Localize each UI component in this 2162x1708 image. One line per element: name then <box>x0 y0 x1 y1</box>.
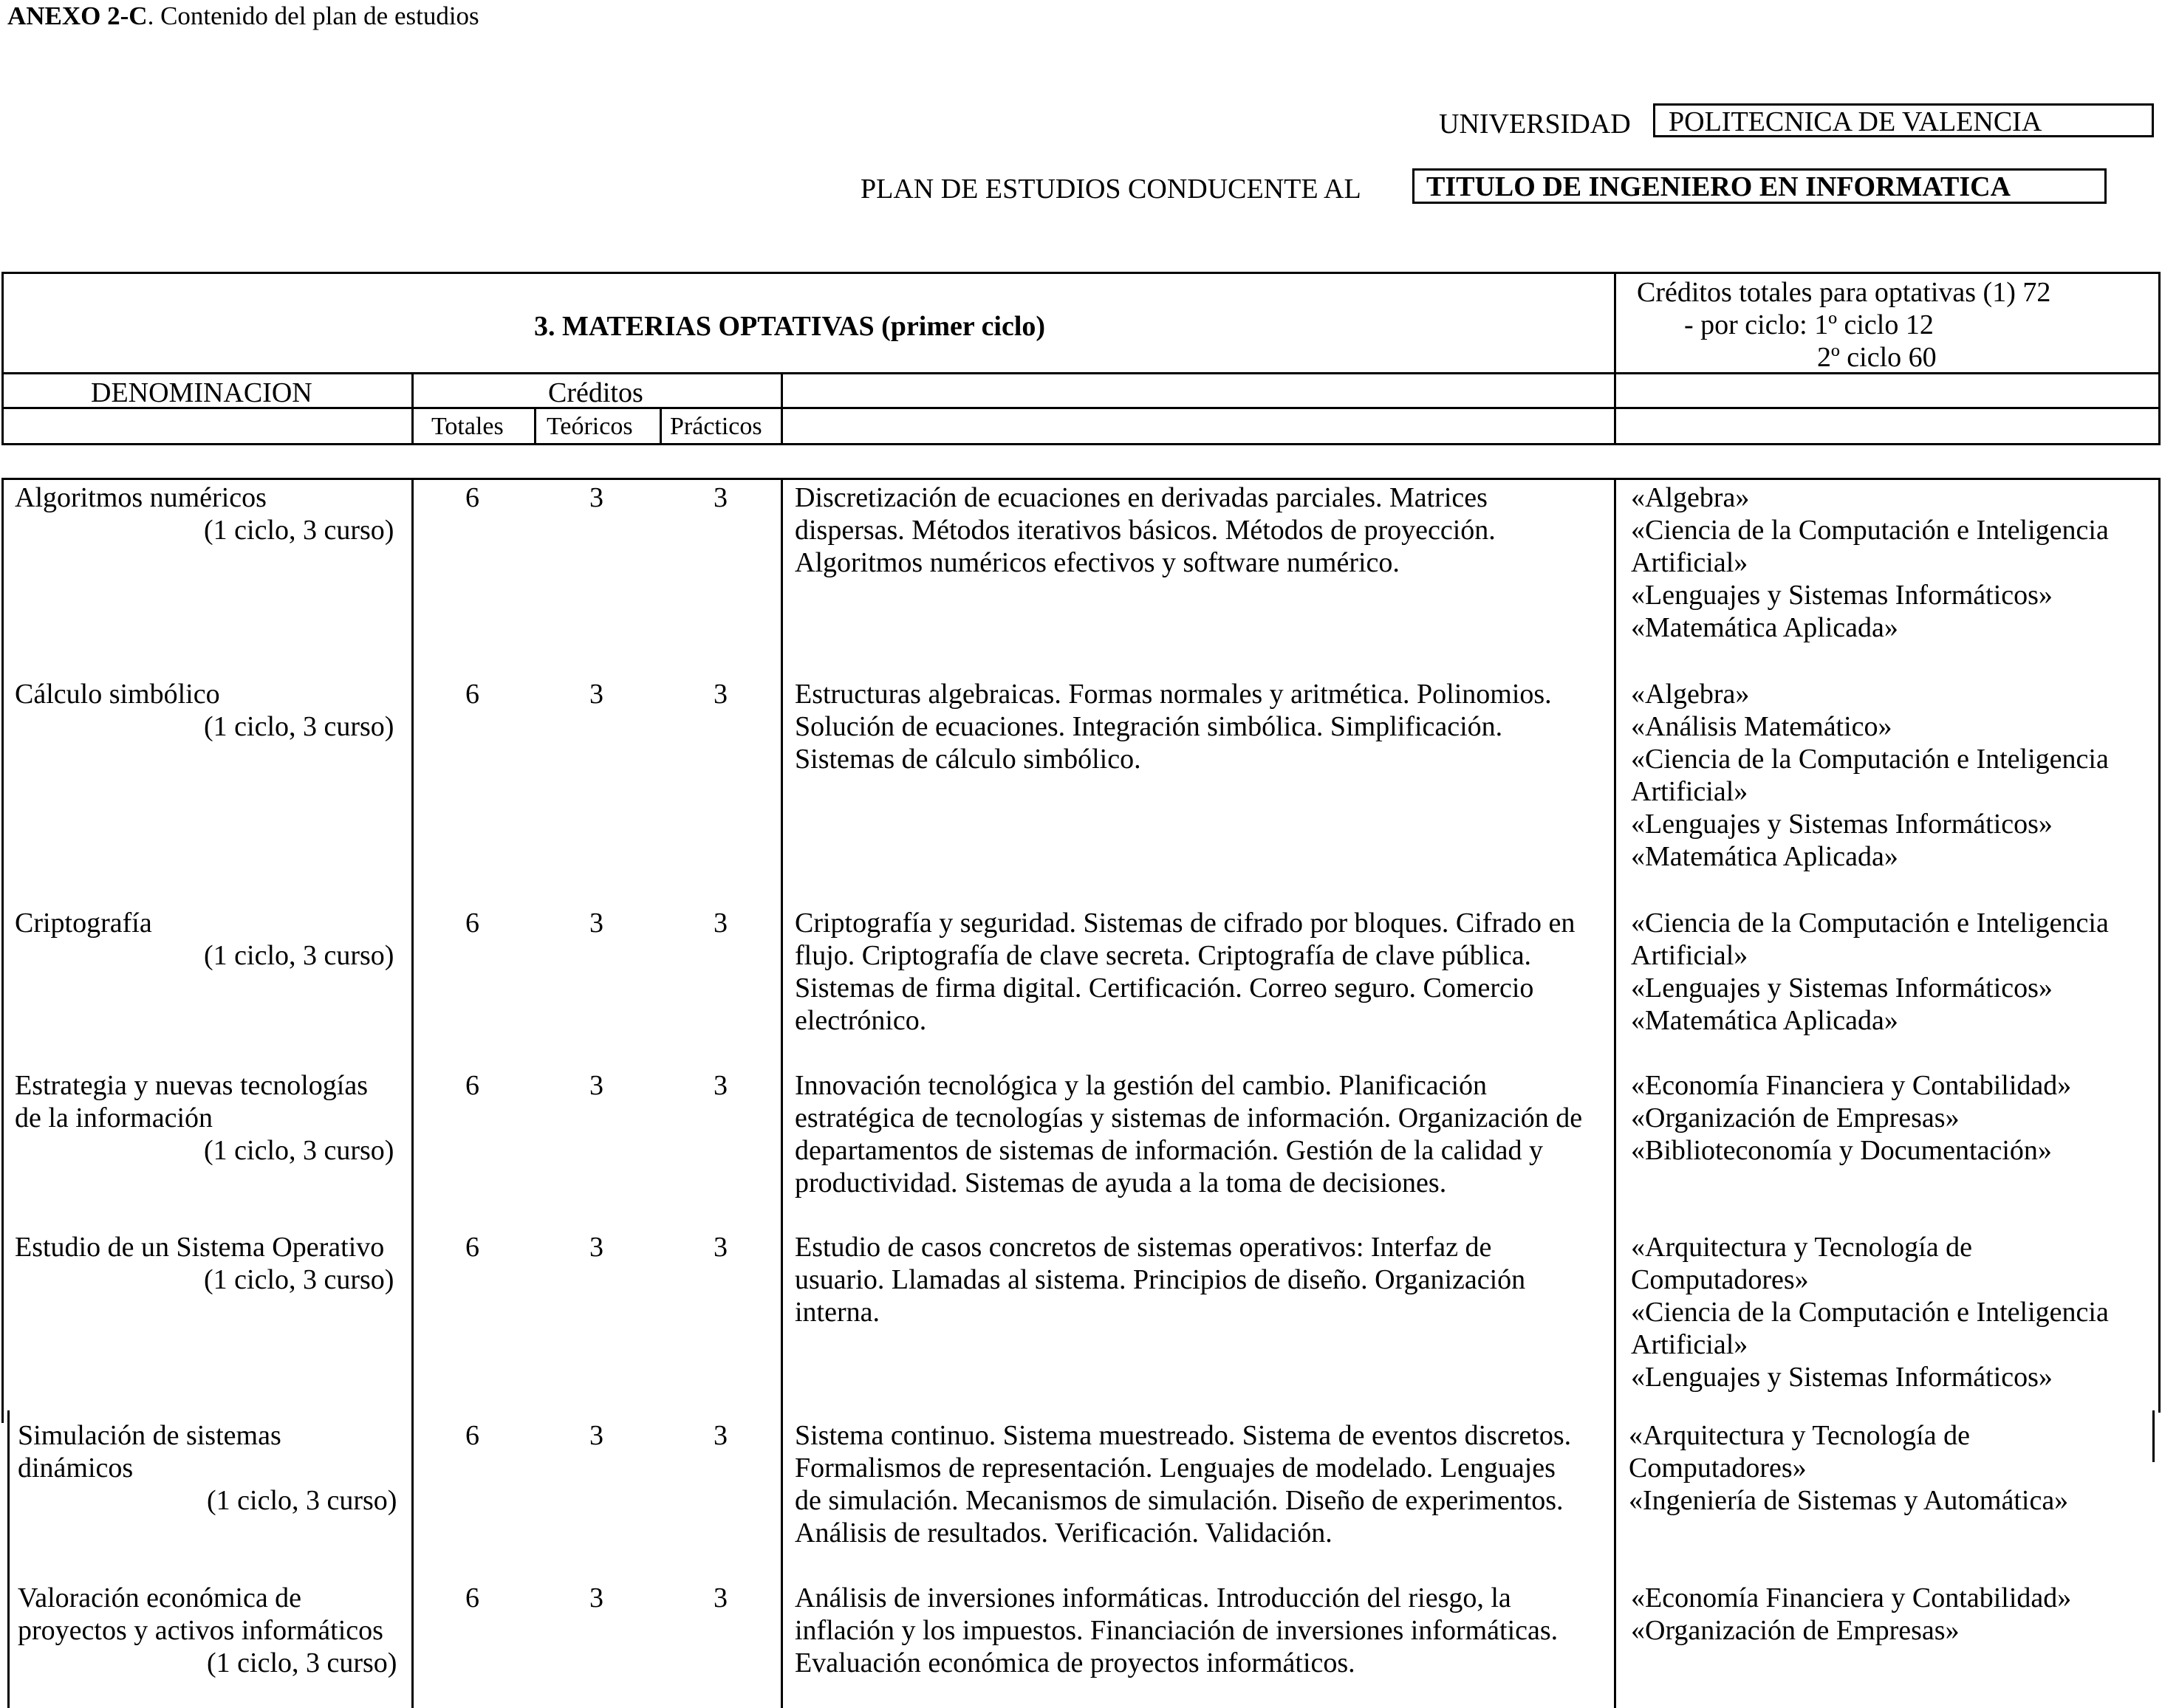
credits-practicos: 3 <box>714 908 728 939</box>
course-description: Análisis de inversiones informáticas. Introducción del riesgo, la <box>795 1582 1511 1613</box>
department: «Economía Financiera y Contabilidad» <box>1631 1070 2072 1101</box>
department: «Lenguajes y Sistemas Informáticos» <box>1631 1362 2053 1393</box>
department: «Ciencia de la Computación e Inteligencia <box>1631 744 2109 775</box>
header-creditos: Créditos <box>548 377 643 408</box>
department: «Ciencia de la Computación e Inteligencia <box>1631 1297 2109 1328</box>
course-description: inflación y los impuestos. Financiación de inversiones informáticas. <box>795 1615 1559 1646</box>
course-cycle: (1 ciclo, 3 curso) <box>204 515 394 546</box>
course-cycle: (1 ciclo, 3 curso) <box>204 1135 394 1166</box>
course-description: productividad. Sistemas de ayuda a la toma de decisiones. <box>795 1167 1447 1198</box>
department: Artificial» <box>1631 776 1748 807</box>
course-description: Evaluación económica de proyectos informáticos. <box>795 1647 1355 1678</box>
department: «Algebra» <box>1631 482 1750 513</box>
credits-teoricos: 3 <box>589 1582 603 1613</box>
credits-total-line: Créditos totales para optativas (1) 72 <box>1637 277 2051 308</box>
header-practicos: Prácticos <box>670 413 762 440</box>
course-description: Estudio de casos concretos de sistemas operativos: Interfaz de <box>795 1232 1492 1263</box>
header-totales: Totales <box>431 413 504 440</box>
credits-totales: 6 <box>465 482 479 513</box>
department: «Ciencia de la Computación e Inteligencia <box>1631 908 2109 939</box>
course-description: Criptografía y seguridad. Sistemas de cifrado por bloques. Cifrado en <box>795 908 1576 939</box>
course-name: Estrategia y nuevas tecnologías <box>15 1070 369 1101</box>
course-description: Solución de ecuaciones. Integración simbólica. Simplificación. <box>795 711 1503 742</box>
department: «Organización de Empresas» <box>1631 1615 1960 1646</box>
degree-title: TITULO DE INGENIERO EN INFORMATICA <box>1412 168 2107 204</box>
course-description: Estructuras algebraicas. Formas normales y aritmética. Polinomios. <box>795 679 1552 710</box>
course-description: flujo. Criptografía de clave secreta. Criptografía de clave pública. <box>795 940 1532 971</box>
annex-title: ANEXO 2-C. Contenido del plan de estudios <box>7 1 479 30</box>
course-name: de la información <box>15 1102 213 1133</box>
plan-label: PLAN DE ESTUDIOS CONDUCENTE AL <box>861 174 1361 205</box>
course-description: Sistemas de firma digital. Certificación. Correo seguro. Comercio <box>795 973 1534 1004</box>
course-description: Análisis de resultados. Verificación. Validación. <box>795 1517 1333 1548</box>
course-description: de simulación. Mecanismos de simulación. Diseño de experimentos. <box>795 1485 1564 1516</box>
course-name: Algoritmos numéricos <box>15 482 267 513</box>
course-description: estratégica de tecnologías y sistemas de información. Organización de <box>795 1102 1583 1133</box>
credits-teoricos: 3 <box>589 482 603 513</box>
course-cycle: (1 ciclo, 3 curso) <box>207 1485 397 1516</box>
course-cycle: (1 ciclo, 3 curso) <box>204 940 394 971</box>
department: Artificial» <box>1631 547 1748 578</box>
course-description: Sistemas de cálculo simbólico. <box>795 744 1141 775</box>
department: Computadores» <box>1631 1264 1809 1295</box>
course-description: interna. <box>795 1297 880 1328</box>
credits-teoricos: 3 <box>589 1420 603 1451</box>
course-description: dispersas. Métodos iterativos básicos. Métodos de proyección. <box>795 515 1496 546</box>
department: «Matemática Aplicada» <box>1631 1005 1898 1036</box>
course-name: dinámicos <box>18 1453 134 1484</box>
course-description: Sistema continuo. Sistema muestreado. Sistema de eventos discretos. <box>795 1420 1572 1451</box>
department: «Economía Financiera y Contabilidad» <box>1631 1582 2072 1613</box>
department: «Organización de Empresas» <box>1631 1102 1960 1133</box>
university-value: POLITECNICA DE VALENCIA <box>1653 103 2154 137</box>
department: «Biblioteconomía y Documentación» <box>1631 1135 2052 1166</box>
credits-totales: 6 <box>465 1232 479 1263</box>
department: Computadores» <box>1629 1453 1807 1484</box>
credits-teoricos: 3 <box>589 908 603 939</box>
course-cycle: (1 ciclo, 3 curso) <box>204 1264 394 1295</box>
course-name: Criptografía <box>15 908 152 939</box>
department: «Arquitectura y Tecnología de <box>1629 1420 1970 1451</box>
course-name: Simulación de sistemas <box>18 1420 281 1451</box>
credits-practicos: 3 <box>714 1582 728 1613</box>
course-description: electrónico. <box>795 1005 927 1036</box>
course-description: departamentos de sistemas de información. Gestión de la calidad y <box>795 1135 1544 1166</box>
course-description: Innovación tecnológica y la gestión del cambio. Planificación <box>795 1070 1488 1101</box>
header-denominacion: DENOMINACION <box>91 377 312 408</box>
department: Artificial» <box>1631 940 1748 971</box>
credits-teoricos: 3 <box>589 1232 603 1263</box>
department: «Algebra» <box>1631 679 1750 710</box>
credits-practicos: 3 <box>714 482 728 513</box>
header-teoricos: Teóricos <box>547 413 633 440</box>
department: «Matemática Aplicada» <box>1631 612 1898 643</box>
credits-teoricos: 3 <box>589 1070 603 1101</box>
course-description: Discretización de ecuaciones en derivadas parciales. Matrices <box>795 482 1488 513</box>
course-description: Formalismos de representación. Lenguajes de modelado. Lenguajes <box>795 1453 1556 1484</box>
department: «Ingeniería de Sistemas y Automática» <box>1629 1485 2069 1516</box>
course-name: Cálculo simbólico <box>15 679 220 710</box>
department: «Ciencia de la Computación e Inteligencia <box>1631 515 2109 546</box>
credits-practicos: 3 <box>714 1070 728 1101</box>
course-description: Algoritmos numéricos efectivos y software numérico. <box>795 547 1400 578</box>
credits-totales: 6 <box>465 1582 479 1613</box>
credits-cycle-line: - por ciclo: 1º ciclo 12 <box>1684 309 1934 340</box>
course-name: Valoración económica de <box>18 1582 302 1613</box>
credits-totales: 6 <box>465 1070 479 1101</box>
credits-teoricos: 3 <box>589 679 603 710</box>
credits-totales: 6 <box>465 908 479 939</box>
credits-practicos: 3 <box>714 1420 728 1451</box>
course-cycle: (1 ciclo, 3 curso) <box>207 1647 397 1678</box>
course-description: usuario. Llamadas al sistema. Principios de diseño. Organización <box>795 1264 1526 1295</box>
department: Artificial» <box>1631 1329 1748 1360</box>
university-label: UNIVERSIDAD <box>1439 109 1631 140</box>
department: «Matemática Aplicada» <box>1631 841 1898 872</box>
credits-totales: 6 <box>465 679 479 710</box>
department: «Lenguajes y Sistemas Informáticos» <box>1631 580 2053 611</box>
department: «Análisis Matemático» <box>1631 711 1892 742</box>
credits-practicos: 3 <box>714 1232 728 1263</box>
course-cycle: (1 ciclo, 3 curso) <box>204 711 394 742</box>
course-name: proyectos y activos informáticos <box>18 1615 383 1646</box>
course-name: Estudio de un Sistema Operativo <box>15 1232 385 1263</box>
department: «Arquitectura y Tecnología de <box>1631 1232 1972 1263</box>
credits-totales: 6 <box>465 1420 479 1451</box>
credits-cycle2-line: 2º ciclo 60 <box>1817 342 1937 373</box>
department: «Lenguajes y Sistemas Informáticos» <box>1631 973 2053 1004</box>
credits-practicos: 3 <box>714 679 728 710</box>
department: «Lenguajes y Sistemas Informáticos» <box>1631 809 2053 840</box>
section-title: 3. MATERIAS OPTATIVAS (primer ciclo) <box>534 311 1046 342</box>
